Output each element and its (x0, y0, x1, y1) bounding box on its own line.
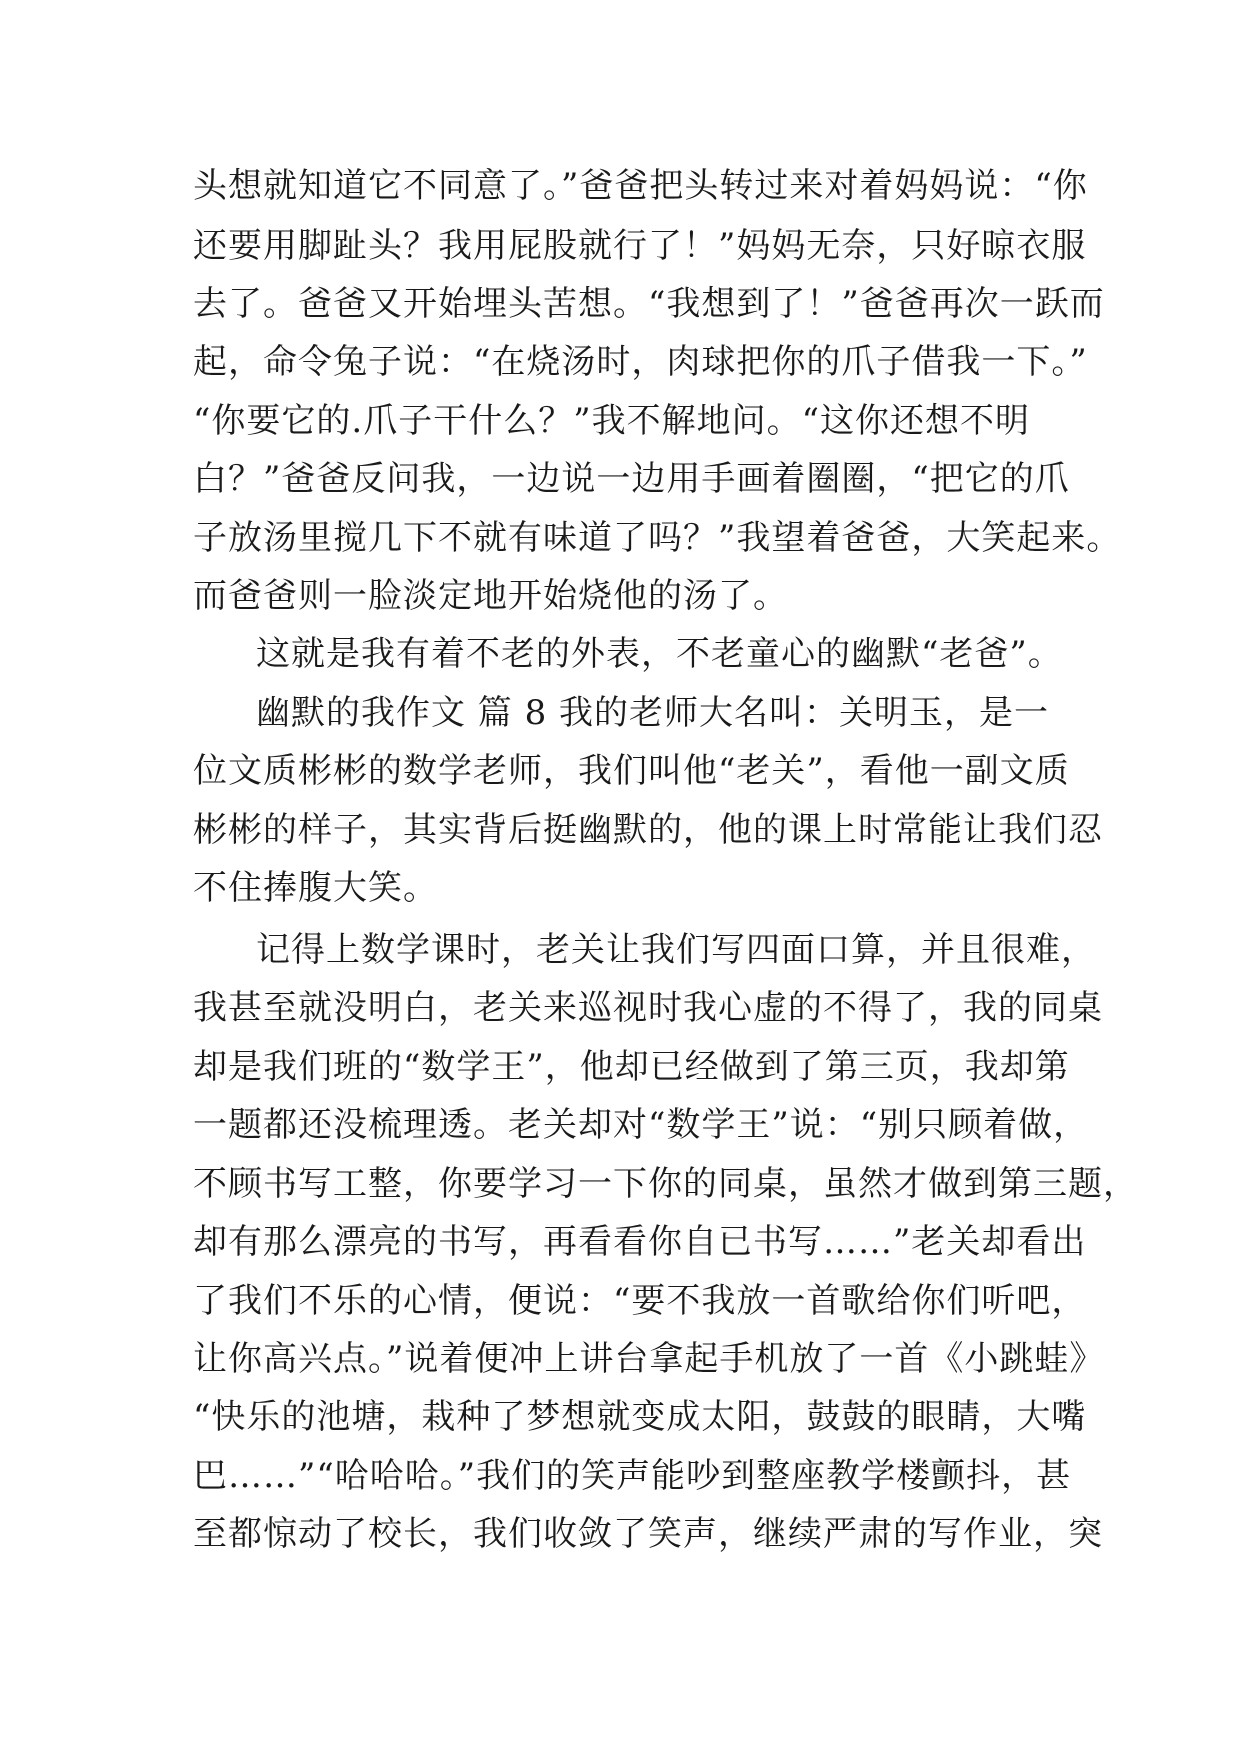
text-line: 一题都还没梳理透。老关却对“数学王”说：“别只顾着做， (193, 1105, 1089, 1145)
text-line: 却有那么漂亮的书写，再看看你自已书写……”老关却看出 (193, 1222, 1087, 1262)
text-line: 这就是我有着不老的外表，不老童心的幽默“老爸”。 (256, 634, 1063, 674)
text-line: 让你高兴点。”说着便冲上讲台拿起手机放了一首《小跳蛙》 (193, 1339, 1105, 1379)
text-line: 了我们不乐的心情，便说：“要不我放一首歌给你们听吧， (193, 1281, 1087, 1321)
text-line: 起，命令兔子说：“在烧汤时，肉球把你的爪子借我一下。” (193, 342, 1088, 382)
text-line: 记得上数学课时，老关让我们写四面口算，并且很难， (256, 930, 1096, 970)
section-heading-line: 幽默的我作文 篇 8 我的老师大名叫：关明玉，是一 (256, 693, 1050, 733)
text-line: 我甚至就没明白，老关来巡视时我心虚的不得了，我的同桌 (193, 988, 1103, 1028)
text-line: 巴……”“哈哈哈。”我们的笑声能吵到整座教学楼颤抖，甚 (193, 1456, 1072, 1496)
text-line: “你要它的.爪子干什么？”我不解地问。“这你还想不明 (193, 401, 1030, 441)
text-line: 还要用脚趾头？我用屁股就行了！”妈妈无奈，只好晾衣服 (193, 226, 1087, 266)
text-line: “快乐的池塘，栽种了梦想就变成太阳，鼓鼓的眼睛，大嘴 (193, 1397, 1087, 1437)
text-line: 不住捧腹大笑。 (193, 868, 438, 908)
text-line: 而爸爸则一脸淡定地开始烧他的汤了。 (193, 576, 788, 616)
text-line: 白？”爸爸反问我，一边说一边用手画着圈圈，“把它的爪 (193, 459, 1070, 499)
text-line: 彬彬的样子，其实背后挺幽默的，他的课上时常能让我们忍 (193, 810, 1103, 850)
text-line: 头想就知道它不同意了。”爸爸把头转过来对着妈妈说：“你 (193, 166, 1088, 206)
text-line: 子放汤里搅几下不就有味道了吗？”我望着爸爸，大笑起来。 (193, 518, 1122, 558)
text-line: 却是我们班的“数学王”，他却已经做到了第三页，我却第 (193, 1047, 1070, 1087)
text-line: 至都惊动了校长，我们收敛了笑声，继续严肃的写作业，突 (193, 1514, 1103, 1554)
text-line: 不顾书写工整，你要学习一下你的同桌，虽然才做到第三题， (193, 1164, 1138, 1204)
text-line: 位文质彬彬的数学老师，我们叫他“老关”，看他一副文质 (193, 751, 1070, 791)
text-line: 去了。爸爸又开始埋头苦想。“我想到了！”爸爸再次一跃而 (193, 284, 1105, 324)
